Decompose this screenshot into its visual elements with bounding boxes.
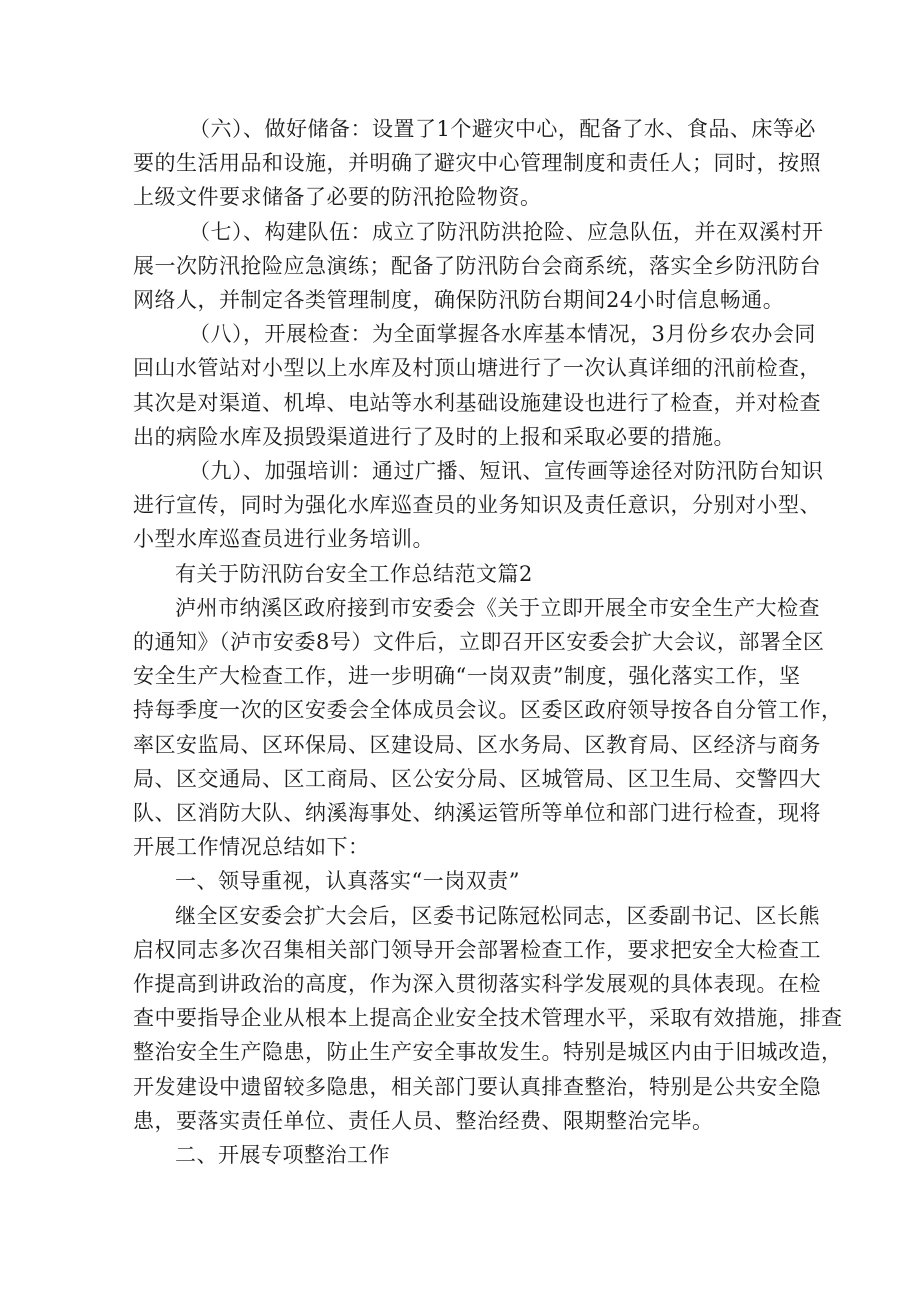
text-line: 要的生活用品和设施，并明确了避灾中心管理制度和责任人；同时，按照 bbox=[133, 151, 821, 176]
text-line: 开发建设中遗留较多隐患，相关部门要认真排查整治，特别是公共安全隐 bbox=[133, 1074, 821, 1099]
text-line: （六）、做好储备：设置了1个避灾中心，配备了水、食品、床等必 bbox=[189, 117, 816, 141]
paragraph-training bbox=[133, 454, 824, 557]
document-page bbox=[133, 112, 843, 1172]
text-line: 继全区安委会扩大会后，区委书记陈冠松同志，区委副书记、区长熊 bbox=[175, 903, 820, 928]
text-line: 持每季度一次的区安委会全体成员会议。区委区政府领导按各自分管工作， bbox=[133, 698, 843, 723]
text-line: 有关于防汛防台安全工作总结范文篇2 bbox=[175, 561, 533, 586]
section-title bbox=[133, 557, 791, 591]
paragraph-intro bbox=[133, 591, 843, 865]
paragraph-leadership bbox=[133, 899, 843, 1138]
text-line: 二、开展专项整治工作 bbox=[175, 1143, 390, 1168]
text-line: （八），开展检查：为全面掌握各水库基本情况，3月份乡农办会同 bbox=[189, 322, 816, 347]
text-line: 队、区消防大队、纳溪海事处、纳溪运管所等单位和部门进行检查，现将 bbox=[133, 801, 821, 826]
text-line: 一、领导重视，认真落实“一岗双责” bbox=[175, 869, 520, 894]
text-line: 的通知》（泸市安委8号）文件后，立即召开区安委会扩大会议，部署全区 bbox=[133, 630, 825, 655]
text-line: 启权同志多次召集相关部门领导开会部署检查工作，要求把安全大检查工 bbox=[133, 937, 821, 962]
subheading-1 bbox=[133, 864, 791, 898]
paragraph-inspection bbox=[133, 317, 821, 454]
text-line: 其次是对渠道、机埠、电站等水利基础设施建设也进行了检查，并对检查 bbox=[133, 390, 821, 415]
text-line: （七）、构建队伍：成立了防汛防洪抢险、应急队伍，并在双溪村开 bbox=[189, 219, 824, 244]
text-line: 小型水库巡查员进行业务培训。 bbox=[133, 527, 434, 552]
text-line: 率区安监局、区环保局、区建设局、区水务局、区教育局、区经济与商务 bbox=[133, 732, 821, 757]
text-line: 泸州市纳溪区政府接到市安委会《关于立即开展全市安全生产大检查 bbox=[175, 595, 820, 620]
text-line: 整治安全生产隐患，防止生产安全事故发生。特别是城区内由于旧城改造， bbox=[133, 1040, 843, 1065]
text-line: 开展工作情况总结如下： bbox=[133, 835, 370, 860]
text-line: 局、区交通局、区工商局、区公安分局、区城管局、区卫生局、交警四大 bbox=[133, 766, 821, 791]
text-line: 查中要指导企业从根本上提高企业安全技术管理水平，采取有效措施，排查 bbox=[133, 1006, 843, 1031]
text-line: 安全生产大检查工作，进一步明确“一岗双责”制度，强化落实工作，坚 bbox=[133, 664, 801, 689]
text-line: 回山水管站对小型以上水库及村顶山塘进行了一次认真详细的汛前检查， bbox=[133, 356, 821, 381]
subheading-2 bbox=[133, 1138, 791, 1172]
text-line: 进行宣传，同时为强化水库巡查员的业务知识及责任意识，分别对小型、 bbox=[133, 493, 821, 518]
text-line: 展一次防汛抢险应急演练；配备了防汛防台会商系统，落实全乡防汛防台 bbox=[133, 253, 821, 278]
text-line: 网络人，并制定各类管理制度，确保防汛防台期间24小时信息畅通。 bbox=[133, 288, 785, 313]
text-line: 出的病险水库及损毁渠道进行了及时的上报和采取必要的措施。 bbox=[133, 424, 735, 449]
text-line: 患，要落实责任单位、责任人员、整治经费、限期整治完毕。 bbox=[133, 1108, 714, 1133]
paragraph-storage bbox=[133, 112, 821, 215]
paragraph-team bbox=[133, 215, 824, 318]
text-line: 作提高到讲政治的高度，作为深入贯彻落实科学发展观的具体表现。在检 bbox=[133, 972, 821, 997]
text-line: （九）、加强培训：通过广播、短讯、宣传画等途径对防汛防台知识 bbox=[189, 459, 824, 484]
text-line: 上级文件要求储备了必要的防汛抢险物资。 bbox=[133, 185, 542, 210]
